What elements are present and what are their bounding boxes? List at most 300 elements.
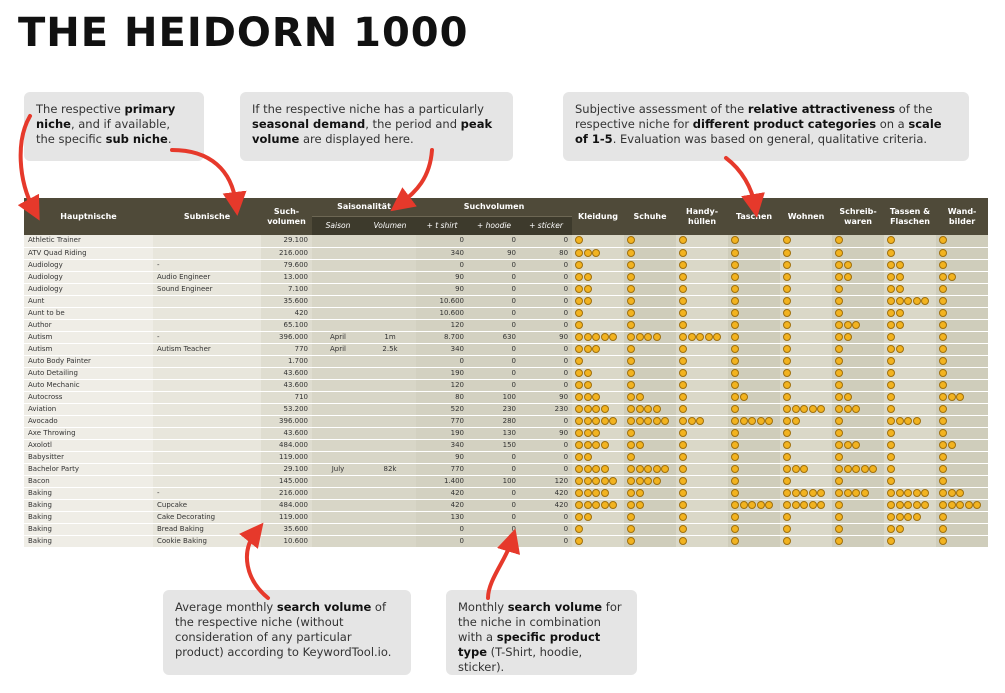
rating-dot <box>783 525 791 533</box>
header-suchvolumen: Such- volumen <box>261 198 312 235</box>
cell-tshirt: 10.600 <box>416 295 468 307</box>
header-rating-0: Kleidung <box>572 198 624 235</box>
cell-rating-5 <box>832 391 884 403</box>
rating-dot <box>627 381 635 389</box>
cell-rating-4 <box>780 235 832 247</box>
table-row <box>24 499 988 511</box>
cell-rating-5 <box>832 247 884 259</box>
cell-rating-1 <box>624 379 676 391</box>
cell-hauptnische: Audiology <box>24 271 153 283</box>
rating-dot <box>636 417 644 425</box>
cell-rating-2 <box>676 475 728 487</box>
rating-dot <box>939 381 947 389</box>
rating-dot <box>740 393 748 401</box>
cell-tshirt: 770 <box>416 463 468 475</box>
cell-rating-7 <box>936 247 988 259</box>
rating-dot <box>835 465 843 473</box>
rating-dot <box>913 417 921 425</box>
header-hoodie: + hoodie <box>468 216 520 235</box>
rating-dot <box>636 441 644 449</box>
cell-rating-0 <box>572 523 624 535</box>
rating-dot <box>887 381 895 389</box>
rating-dot <box>592 477 600 485</box>
rating-dot <box>783 417 791 425</box>
cell-rating-4 <box>780 367 832 379</box>
cell-suchvolumen: 1.700 <box>261 355 312 367</box>
cell-rating-6 <box>884 355 936 367</box>
rating-dot <box>939 236 947 244</box>
rating-dot <box>757 501 765 509</box>
rating-dot <box>592 465 600 473</box>
cell-suchvolumen: 43.600 <box>261 379 312 391</box>
cell-rating-3 <box>728 331 780 343</box>
cell-tshirt: 90 <box>416 283 468 295</box>
cell-hoodie: 280 <box>468 415 520 427</box>
rating-dot <box>835 345 843 353</box>
cell-subnische: Cake Decorating <box>153 511 261 523</box>
cell-tshirt: 1.400 <box>416 475 468 487</box>
cell-rating-2 <box>676 523 728 535</box>
rating-dot <box>973 501 981 509</box>
cell-tshirt: 770 <box>416 415 468 427</box>
rating-dot <box>939 309 947 317</box>
rating-dot <box>653 333 661 341</box>
rating-dot <box>783 345 791 353</box>
rating-dot <box>844 441 852 449</box>
rating-dot <box>731 333 739 341</box>
cell-rating-5 <box>832 367 884 379</box>
cell-rating-0 <box>572 427 624 439</box>
rating-dot <box>592 489 600 497</box>
rating-dot <box>896 345 904 353</box>
cell-rating-2 <box>676 271 728 283</box>
cell-rating-2 <box>676 439 728 451</box>
cell-rating-4 <box>780 511 832 523</box>
rating-dot <box>939 525 947 533</box>
rating-dot <box>575 477 583 485</box>
cell-hauptnische: Autism <box>24 343 153 355</box>
cell-rating-6 <box>884 523 936 535</box>
rating-dot <box>904 513 912 521</box>
rating-dot <box>584 465 592 473</box>
cell-rating-1 <box>624 451 676 463</box>
rating-dot <box>904 489 912 497</box>
cell-sticker: 0 <box>520 259 572 271</box>
cell-rating-2 <box>676 319 728 331</box>
cell-rating-4 <box>780 295 832 307</box>
rating-dot <box>679 525 687 533</box>
rating-dot <box>575 309 583 317</box>
rating-dot <box>731 453 739 461</box>
cell-saison <box>312 535 364 547</box>
cell-rating-0 <box>572 283 624 295</box>
cell-rating-0 <box>572 343 624 355</box>
cell-rating-2 <box>676 427 728 439</box>
cell-rating-2 <box>676 295 728 307</box>
cell-rating-1 <box>624 535 676 547</box>
rating-dot <box>740 501 748 509</box>
cell-hauptnische: Baking <box>24 487 153 499</box>
rating-dot <box>835 297 843 305</box>
cell-sticker: 90 <box>520 331 572 343</box>
rating-dot <box>627 261 635 269</box>
rating-dot <box>783 513 791 521</box>
rating-dot <box>584 477 592 485</box>
cell-saison <box>312 403 364 415</box>
table-row <box>24 391 988 403</box>
table-row <box>24 511 988 523</box>
rating-dot <box>896 513 904 521</box>
cell-subnische: - <box>153 331 261 343</box>
cell-rating-4 <box>780 439 832 451</box>
cell-rating-7 <box>936 451 988 463</box>
cell-rating-7 <box>936 379 988 391</box>
rating-dot <box>609 417 617 425</box>
rating-dot <box>679 236 687 244</box>
rating-dot <box>644 333 652 341</box>
rating-dot <box>844 273 852 281</box>
cell-rating-6 <box>884 487 936 499</box>
cell-rating-6 <box>884 499 936 511</box>
cell-subnische <box>153 451 261 463</box>
rating-dot <box>627 236 635 244</box>
cell-rating-7 <box>936 283 988 295</box>
rating-dot <box>817 501 825 509</box>
rating-dot <box>939 357 947 365</box>
cell-rating-0 <box>572 307 624 319</box>
rating-dot <box>817 405 825 413</box>
rating-dot <box>783 489 791 497</box>
rating-dot <box>835 285 843 293</box>
rating-dot <box>627 453 635 461</box>
cell-volumen <box>364 475 416 487</box>
cell-hauptnische: Axolotl <box>24 439 153 451</box>
cell-rating-6 <box>884 235 936 247</box>
rating-dot <box>679 453 687 461</box>
rating-dot <box>584 297 592 305</box>
cell-rating-2 <box>676 247 728 259</box>
cell-rating-4 <box>780 343 832 355</box>
cell-rating-1 <box>624 235 676 247</box>
cell-rating-4 <box>780 487 832 499</box>
cell-suchvolumen: 710 <box>261 391 312 403</box>
rating-dot <box>653 477 661 485</box>
rating-dot <box>592 417 600 425</box>
rating-dot <box>939 321 947 329</box>
cell-rating-1 <box>624 259 676 271</box>
cell-rating-0 <box>572 487 624 499</box>
rating-dot <box>627 525 635 533</box>
rating-dot <box>584 285 592 293</box>
cell-hoodie: 0 <box>468 451 520 463</box>
rating-dot <box>731 321 739 329</box>
rating-dot <box>835 513 843 521</box>
rating-dot <box>835 453 843 461</box>
rating-dot <box>792 489 800 497</box>
rating-dot <box>861 489 869 497</box>
cell-rating-0 <box>572 451 624 463</box>
rating-dot <box>679 249 687 257</box>
rating-dot <box>592 393 600 401</box>
cell-hauptnische: Audiology <box>24 259 153 271</box>
niche-table <box>24 198 988 548</box>
rating-dot <box>731 249 739 257</box>
rating-dot <box>783 381 791 389</box>
cell-rating-4 <box>780 283 832 295</box>
rating-dot <box>636 405 644 413</box>
cell-rating-7 <box>936 307 988 319</box>
cell-tshirt: 0 <box>416 355 468 367</box>
cell-rating-5 <box>832 343 884 355</box>
cell-rating-7 <box>936 463 988 475</box>
cell-rating-5 <box>832 379 884 391</box>
rating-dot <box>887 357 895 365</box>
cell-suchvolumen: 216.000 <box>261 487 312 499</box>
rating-dot <box>896 417 904 425</box>
header-tshirt: + t shirt <box>416 216 468 235</box>
cell-rating-7 <box>936 391 988 403</box>
cell-saison <box>312 307 364 319</box>
cell-hoodie: 0 <box>468 523 520 535</box>
rating-dot <box>939 333 947 341</box>
cell-volumen: 82k <box>364 463 416 475</box>
rating-dot <box>913 297 921 305</box>
rating-dot <box>679 537 687 545</box>
rating-dot <box>636 477 644 485</box>
cell-sticker: 0 <box>520 415 572 427</box>
cell-rating-4 <box>780 307 832 319</box>
cell-rating-3 <box>728 523 780 535</box>
cell-rating-4 <box>780 475 832 487</box>
cell-rating-7 <box>936 415 988 427</box>
cell-rating-3 <box>728 271 780 283</box>
rating-dot <box>887 477 895 485</box>
cell-sticker: 120 <box>520 475 572 487</box>
rating-dot <box>575 441 583 449</box>
rating-dot <box>601 477 609 485</box>
rating-dot <box>913 489 921 497</box>
cell-tshirt: 190 <box>416 427 468 439</box>
cell-hoodie: 0 <box>468 307 520 319</box>
rating-dot <box>627 285 635 293</box>
cell-tshirt: 340 <box>416 439 468 451</box>
cell-rating-2 <box>676 511 728 523</box>
cell-rating-6 <box>884 247 936 259</box>
rating-dot <box>852 321 860 329</box>
cell-sticker: 0 <box>520 295 572 307</box>
cell-rating-5 <box>832 283 884 295</box>
cell-saison <box>312 235 364 247</box>
rating-dot <box>584 393 592 401</box>
rating-dot <box>679 309 687 317</box>
rating-dot <box>627 333 635 341</box>
cell-subnische <box>153 307 261 319</box>
cell-rating-6 <box>884 475 936 487</box>
rating-dot <box>636 501 644 509</box>
cell-rating-4 <box>780 403 832 415</box>
cell-rating-2 <box>676 499 728 511</box>
rating-dot <box>592 441 600 449</box>
rating-dot <box>688 417 696 425</box>
cell-rating-7 <box>936 523 988 535</box>
rating-dot <box>939 489 947 497</box>
header-hauptnische: Hauptnische <box>24 198 153 235</box>
cell-sticker: 0 <box>520 307 572 319</box>
cell-rating-5 <box>832 271 884 283</box>
rating-dot <box>896 501 904 509</box>
rating-dot <box>939 477 947 485</box>
cell-rating-2 <box>676 451 728 463</box>
rating-dot <box>939 393 947 401</box>
cell-rating-0 <box>572 235 624 247</box>
cell-rating-5 <box>832 415 884 427</box>
rating-dot <box>584 501 592 509</box>
rating-dot <box>575 537 583 545</box>
cell-rating-0 <box>572 331 624 343</box>
cell-rating-0 <box>572 319 624 331</box>
cell-rating-0 <box>572 259 624 271</box>
callout-seasonality: If the respective niche has a particularly seasonal demand, the period and peak volume are displayed here. <box>240 92 513 161</box>
cell-rating-3 <box>728 379 780 391</box>
cell-rating-7 <box>936 367 988 379</box>
cell-volumen <box>364 259 416 271</box>
rating-dot <box>679 369 687 377</box>
rating-dot <box>584 489 592 497</box>
rating-dot <box>835 441 843 449</box>
cell-subnische <box>153 391 261 403</box>
cell-rating-7 <box>936 487 988 499</box>
cell-rating-5 <box>832 319 884 331</box>
rating-dot <box>584 369 592 377</box>
rating-dot <box>601 501 609 509</box>
rating-dot <box>887 345 895 353</box>
cell-rating-3 <box>728 319 780 331</box>
rating-dot <box>887 417 895 425</box>
rating-dot <box>792 465 800 473</box>
rating-dot <box>575 501 583 509</box>
cell-sticker: 0 <box>520 355 572 367</box>
rating-dot <box>835 405 843 413</box>
rating-dot <box>835 321 843 329</box>
cell-hauptnische: Autocross <box>24 391 153 403</box>
rating-dot <box>731 489 739 497</box>
rating-dot <box>731 513 739 521</box>
cell-rating-7 <box>936 343 988 355</box>
rating-dot <box>887 405 895 413</box>
rating-dot <box>965 501 973 509</box>
rating-dot <box>644 465 652 473</box>
rating-dot <box>644 417 652 425</box>
cell-rating-4 <box>780 331 832 343</box>
table-row <box>24 463 988 475</box>
rating-dot <box>783 309 791 317</box>
rating-dot <box>887 441 895 449</box>
rating-dot <box>783 477 791 485</box>
cell-rating-1 <box>624 295 676 307</box>
cell-hauptnische: Autism <box>24 331 153 343</box>
cell-hauptnische: Babysitter <box>24 451 153 463</box>
cell-volumen <box>364 523 416 535</box>
rating-dot <box>731 441 739 449</box>
table-row <box>24 295 988 307</box>
cell-rating-0 <box>572 415 624 427</box>
rating-dot <box>679 261 687 269</box>
rating-dot <box>679 357 687 365</box>
cell-rating-5 <box>832 511 884 523</box>
rating-dot <box>861 465 869 473</box>
cell-rating-7 <box>936 439 988 451</box>
rating-dot <box>731 501 739 509</box>
cell-hoodie: 0 <box>468 511 520 523</box>
cell-hauptnische: Author <box>24 319 153 331</box>
rating-dot <box>835 273 843 281</box>
header-saison: Saison <box>312 216 364 235</box>
rating-dot <box>939 441 947 449</box>
rating-dot <box>627 357 635 365</box>
rating-dot <box>852 489 860 497</box>
cell-rating-6 <box>884 379 936 391</box>
rating-dot <box>601 405 609 413</box>
rating-dot <box>887 236 895 244</box>
cell-rating-0 <box>572 355 624 367</box>
rating-dot <box>731 477 739 485</box>
cell-rating-6 <box>884 283 936 295</box>
cell-rating-5 <box>832 499 884 511</box>
cell-hauptnische: Avocado <box>24 415 153 427</box>
cell-rating-2 <box>676 535 728 547</box>
cell-suchvolumen: 145.000 <box>261 475 312 487</box>
cell-rating-0 <box>572 499 624 511</box>
rating-dot <box>896 261 904 269</box>
cell-sticker: 0 <box>520 343 572 355</box>
cell-rating-6 <box>884 259 936 271</box>
cell-saison <box>312 379 364 391</box>
cell-rating-1 <box>624 319 676 331</box>
rating-dot <box>627 477 635 485</box>
rating-dot <box>887 285 895 293</box>
cell-rating-1 <box>624 271 676 283</box>
cell-volumen <box>364 487 416 499</box>
cell-suchvolumen: 43.600 <box>261 367 312 379</box>
cell-volumen: 1m <box>364 331 416 343</box>
rating-dot <box>887 369 895 377</box>
cell-tshirt: 120 <box>416 379 468 391</box>
rating-dot <box>731 236 739 244</box>
rating-dot <box>584 441 592 449</box>
rating-dot <box>783 297 791 305</box>
cell-rating-1 <box>624 283 676 295</box>
rating-dot <box>679 429 687 437</box>
cell-volumen <box>364 355 416 367</box>
cell-hauptnische: Aunt to be <box>24 307 153 319</box>
cell-rating-3 <box>728 259 780 271</box>
cell-rating-7 <box>936 235 988 247</box>
cell-tshirt: 10.600 <box>416 307 468 319</box>
callout-search-volume: Average monthly search volume of the respective niche (without consideration of any particular product) according to KeywordTool.io. <box>163 590 411 675</box>
cell-rating-7 <box>936 403 988 415</box>
rating-dot <box>948 441 956 449</box>
rating-dot <box>887 309 895 317</box>
rating-dot <box>783 261 791 269</box>
cell-rating-4 <box>780 391 832 403</box>
callout-attractiveness: Subjective assessment of the relative attractiveness of the respective niche for different product categories on a scale of 1-5. Evaluation was based on general, qualitative criteria. <box>563 92 969 161</box>
rating-dot <box>584 381 592 389</box>
table-row <box>24 403 988 415</box>
rating-dot <box>731 465 739 473</box>
cell-sticker: 420 <box>520 499 572 511</box>
rating-dot <box>696 417 704 425</box>
cell-rating-2 <box>676 355 728 367</box>
